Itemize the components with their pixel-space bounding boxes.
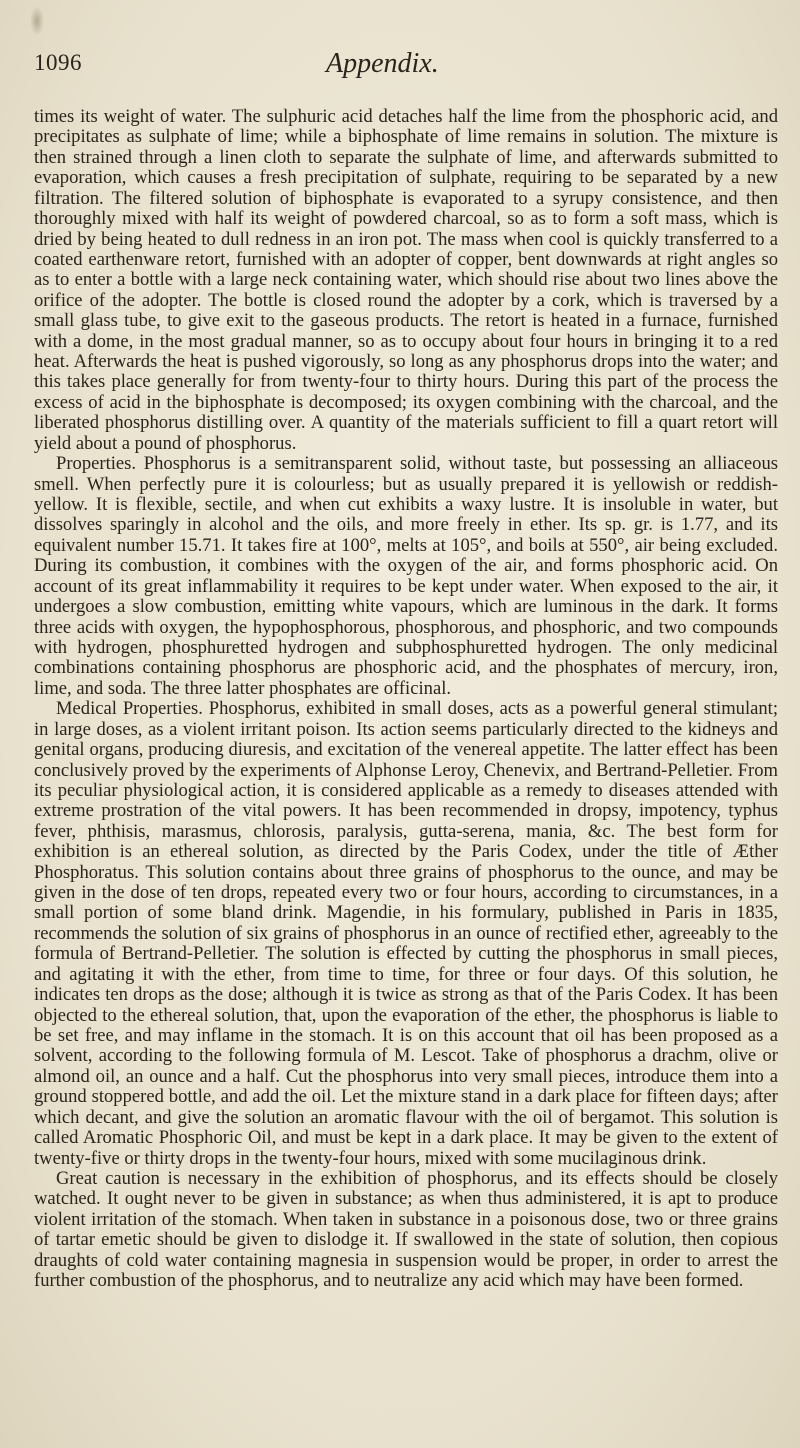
paragraph-medical-properties: Medical Properties. Phosphorus, exhibited in small doses, acts as a powerful general stimulant; in large doses, as a violent irritant poison. Its action seems particularly directed to the kidneys and genital organs, producing diuresis, and excitation of the venereal appetite. The latter effect has been conclusively proved by the experiments of Alphonse Leroy, Chenevix, and Bertrand-Pelletier. From its peculiar physiological action, it is considered applicable as a remedy to diseases attended with extreme prostration of the vital powers. It has been recommended in dropsy, impotency, typhus fever, phthisis, marasmus, chlorosis, paralysis, gutta-serena, mania, &c. The best form for exhibition is an ethereal solution, as directed by the Paris Codex, under the title of Æther Phosphoratus. This solution contains about three grains of phosphorus to the ounce, and may be given in the dose of ten drops, repeated every two or four hours, according to circumstances, in a small portion of some bland drink. Magendie, in his formulary, published in Paris in 1835, recommends the solution of six grains of phosphorus in an ounce of rectified ether, agreeably to the formula of Bertrand-Pelletier. The solution is effected by cutting the phosphorus in small pieces, and agitating it with the ether, from time to time, for three or four days. Of this solution, he indicates ten drops as the dose; although it is twice as strong as that of the Paris Codex. It has been objected to the ethereal solution, that, upon the evaporation of the ether, the phosphorus is liable to be set free, and may inflame in the stomach. It is on this account that oil has been proposed as a solvent, according to the following formula of M. Lescot. Take of phosphorus a drachm, olive or almond oil, an ounce and a half. Cut the phosphorus into very small pieces, introduce them into a ground stoppered bottle, and add the oil. Let the mixture stand in a dark place for fifteen days; after which decant, and give the solution an aromatic flavour with the oil of bergamot. This solution is called Aromatic Phosphoric Oil, and must be kept in a dark place. It may be given to the extent of twenty-five or thirty drops in the twenty-four hours, mixed with some mucilaginous drink. — [34, 698, 778, 1169]
body-text — [34, 107, 778, 1291]
page-header — [30, 50, 790, 82]
paragraph-caution: Great caution is necessary in the exhibition of phosphorus, and its effects should be closely watched. It ought never to be given in substance; as when thus administered, it is apt to produce violent irritation of the stomach. When taken in substance in a poisonous dose, two or three grains of tartar emetic should be given to dislodge it. If swallowed in the state of solution, then copious draughts of cold water containing magnesia in suspension would be proper, in order to arrest the further combustion of the phosphorus, and to neutralize any acid which may have been formed. — [34, 1167, 778, 1292]
running-title: Appendix. — [326, 48, 439, 79]
page-number: 1096 — [34, 50, 82, 75]
paragraph-preparation: times its weight of water. The sulphuric acid detaches half the lime from the phosphoric acid, and precipitates as sulphate of lime; while a biphosphate of lime remains in solution. The mixture is then strained through a linen cloth to separate the sulphate of lime, and afterwards submitted to evaporation, which causes a fresh precipitation of sulphate, requiring to be separated by a new filtration. The filtered solution of biphosphate is evaporated to a syrupy consistence, and then thoroughly mixed with half its weight of powdered charcoal, so as to form a soft mass, which is dried by being heated to dull redness in an iron pot. The mass when cool is quickly transferred to a coated earthenware retort, furnished with an adopter of copper, bent downwards at right angles so as to enter a bottle with a large neck containing water, which should rise about two lines above the orifice of the adopter. The bottle is closed round the adopter by a cork, which is traversed by a small glass tube, to give exit to the gaseous products. The retort is heated in a furnace, furnished with a dome, in the most gradual manner, so as to occupy about four hours in bringing it to a red heat. Afterwards the heat is pushed vigorously, so long as any phosphorus drops into the water; and this takes place generally for from twenty-four to thirty hours. During this part of the process the excess of acid in the biphosphate is decomposed; its oxygen combining with the charcoal, and the liberated phosphorus distilling over. A quantity of the materials sufficient to fill a quart retort will yield about a pound of phosphorus. — [34, 106, 778, 454]
ink-smudge — [30, 6, 44, 36]
paragraph-properties: Properties. Phosphorus is a semitransparent solid, without taste, but possessing an alliaceous smell. When perfectly pure it is colourless; but as usually prepared it is yellowish or reddish-yellow. It is flexible, sectile, and when cut exhibits a waxy lustre. It is insoluble in water, but dissolves sparingly in alcohol and the oils, and more freely in ether. Its sp. gr. is 1.77, and its equivalent number 15.71. It takes fire at 100°, melts at 105°, and boils at 550°, air being excluded. During its combustion, it combines with the oxygen of the air, and forms phosphoric acid. On account of its great inflammability it requires to be kept under water. When exposed to the air, it undergoes a slow combustion, emitting white vapours, which are luminous in the dark. It forms three acids with oxygen, the hypophosphorous, phosphorous, and phosphoric, and two compounds with hydrogen, phosphuretted hydrogen and subphosphuretted hydrogen. The only medicinal combinations containing phosphorus are phosphoric acid, and the phosphates of mercury, iron, lime, and soda. The three latter phosphates are officinal. — [34, 453, 778, 699]
